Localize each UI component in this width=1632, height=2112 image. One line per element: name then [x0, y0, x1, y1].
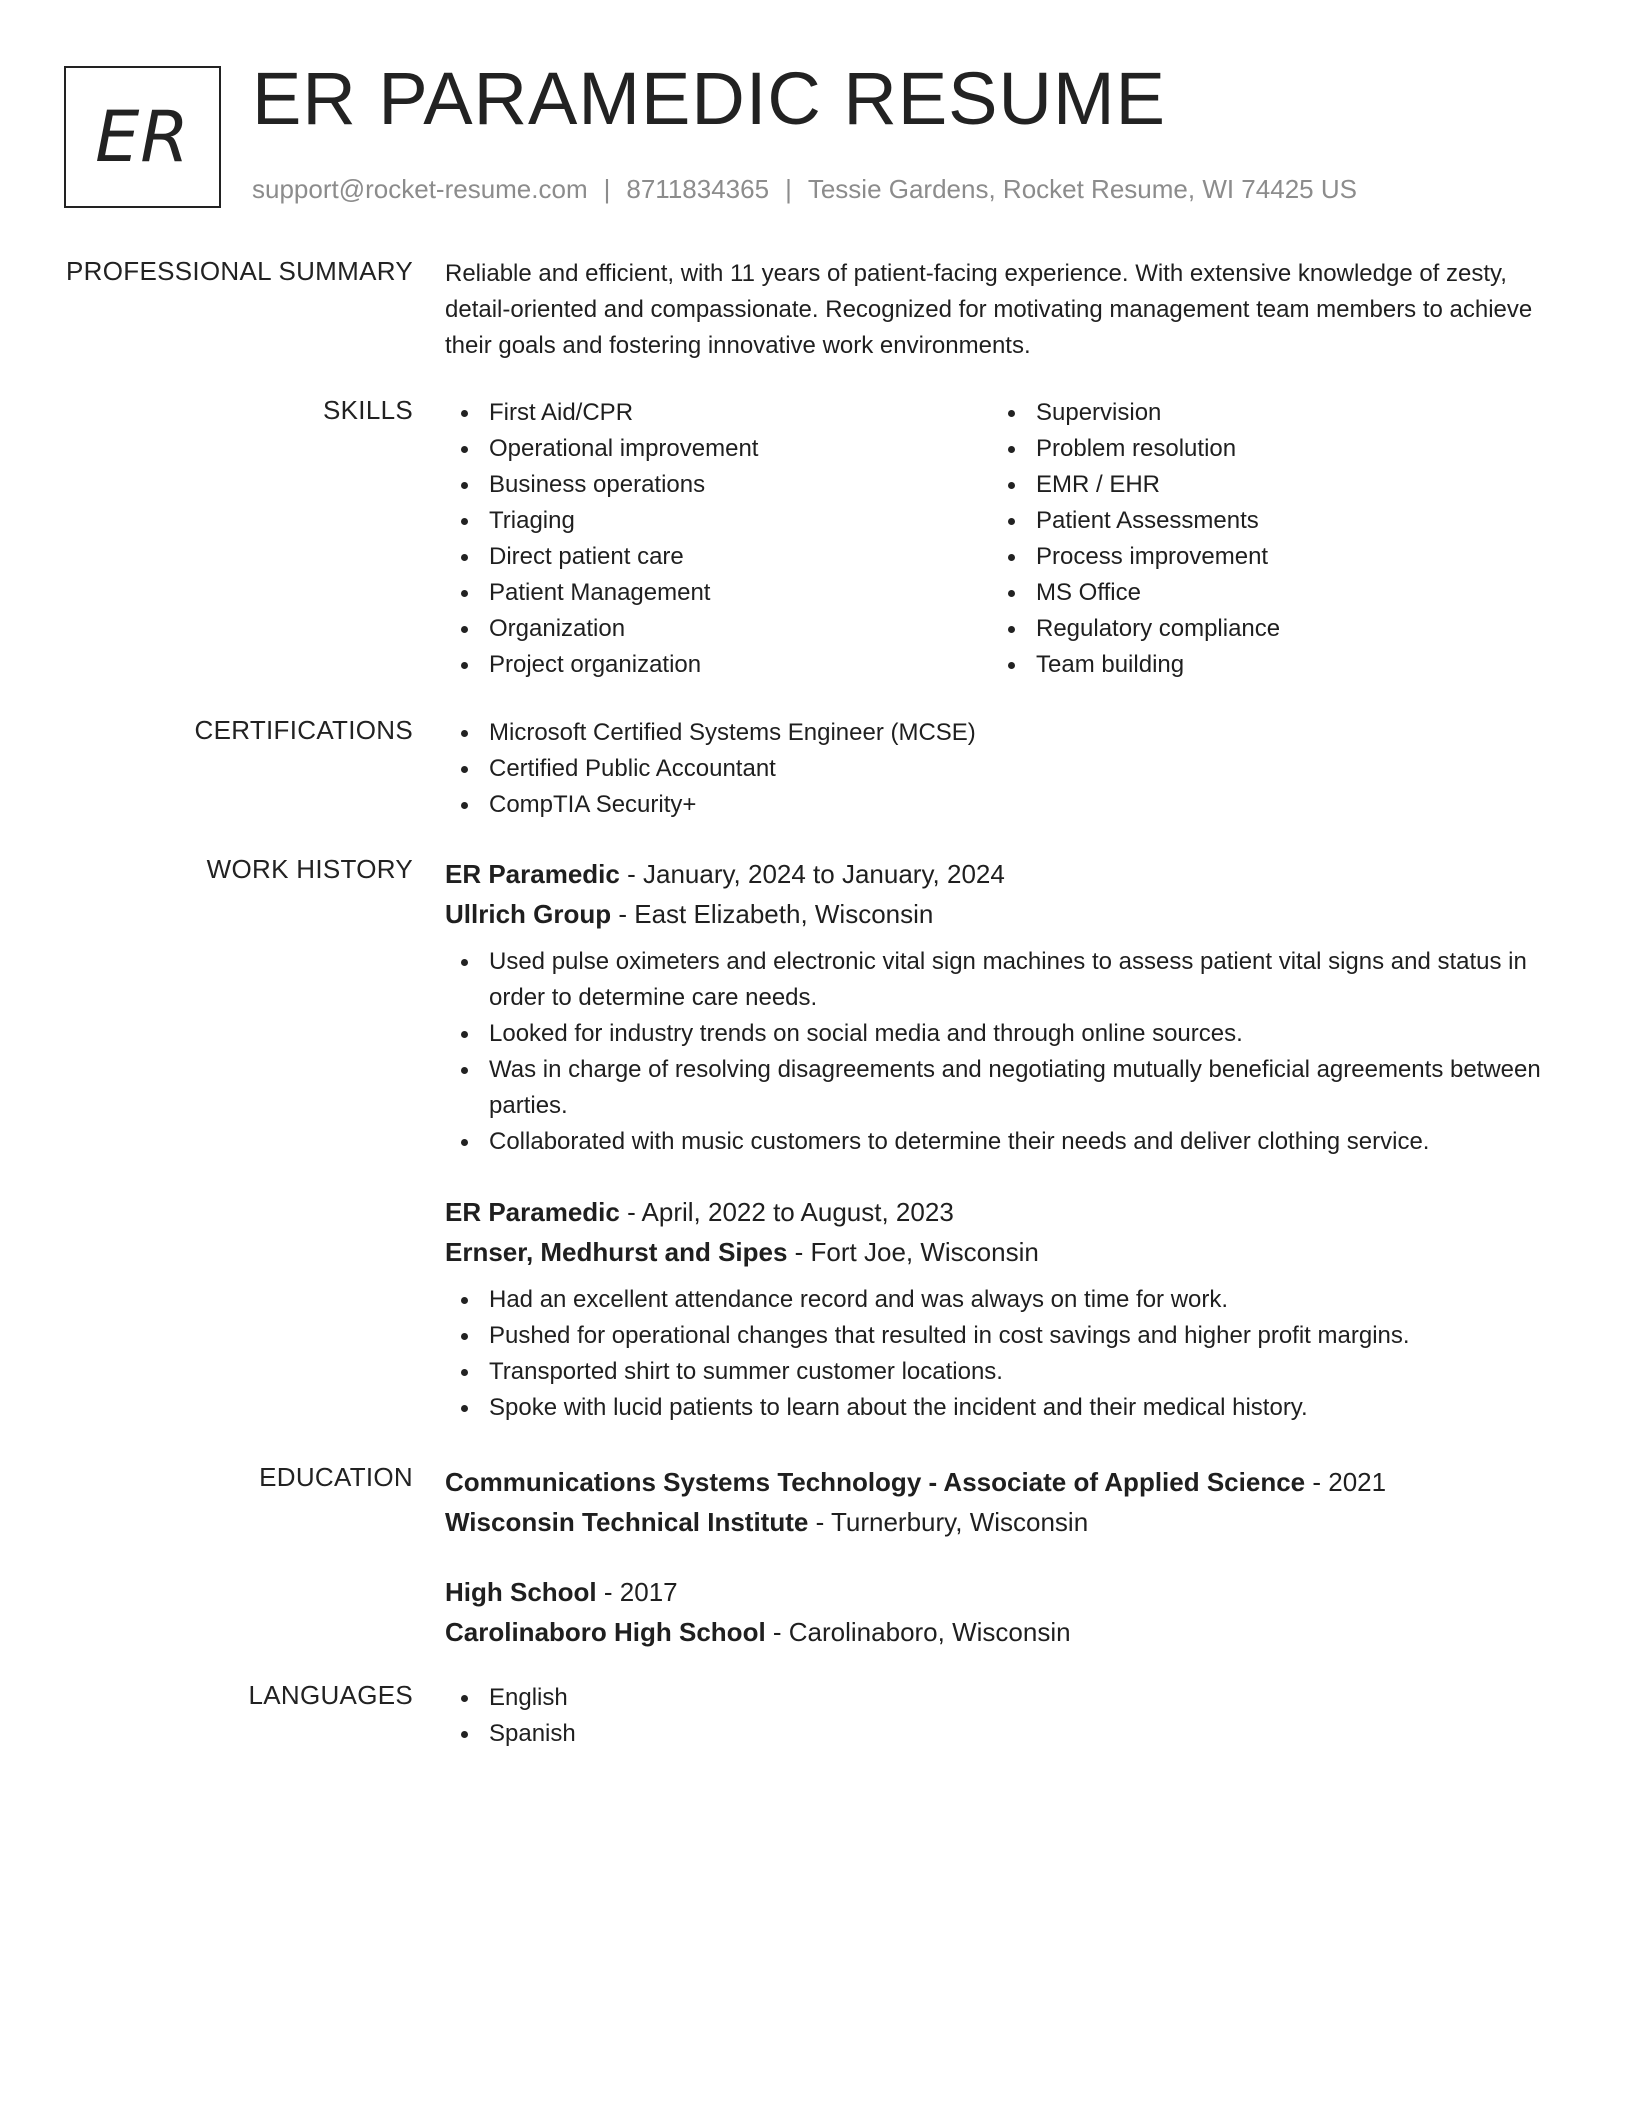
contact-phone: 8711834365	[626, 174, 770, 204]
skills-columns	[445, 395, 1565, 683]
job-bullet: Collaborated with music customers to determine their needs and deliver clothing service.	[445, 1124, 1565, 1160]
job-title: ER Paramedic	[445, 859, 620, 889]
degree-line	[445, 1572, 1565, 1612]
skill-item: Problem resolution	[992, 431, 1539, 467]
job-dates: - January, 2024 to January, 2024	[619, 859, 1005, 889]
job-title-line	[445, 854, 1565, 894]
education-entry	[445, 1572, 1565, 1652]
job-company-line	[445, 1232, 1565, 1272]
language-item: Spanish	[445, 1716, 1565, 1752]
summary-text: Reliable and efficient, with 11 years of patient-facing experience. With extensive knowledge of zesty, detail-oriented and compassionate. Recognized for motivating management team members to achieve their goals and fostering innovative work environments.	[445, 260, 1533, 359]
skill-item: Supervision	[992, 395, 1539, 431]
job-location: - East Elizabeth, Wisconsin	[611, 899, 934, 929]
job-bullets	[445, 1282, 1565, 1426]
job-bullet: Transported shirt to summer customer locations.	[445, 1354, 1565, 1390]
language-item: English	[445, 1680, 1565, 1716]
job-bullet: Looked for industry trends on social media and through online sources.	[445, 1016, 1565, 1052]
resume-title: ER PARAMEDIC RESUME	[252, 57, 1166, 140]
degree: High School	[445, 1577, 597, 1607]
job-title-line	[445, 1192, 1565, 1232]
job-bullets	[445, 944, 1565, 1160]
skill-item: Business operations	[445, 467, 992, 503]
section-label: SKILLS	[323, 395, 413, 425]
skill-item: EMR / EHR	[992, 467, 1539, 503]
monogram-text: ER	[95, 96, 190, 178]
skill-item: First Aid/CPR	[445, 395, 992, 431]
section-label: EDUCATION	[259, 1462, 413, 1492]
education-entry	[445, 1462, 1565, 1542]
school-line	[445, 1612, 1565, 1652]
job-bullet: Had an excellent attendance record and was always on time for work.	[445, 1282, 1565, 1318]
skill-item: Project organization	[445, 647, 992, 683]
skill-item: Team building	[992, 647, 1539, 683]
certification-item: Certified Public Accountant	[445, 751, 1565, 787]
job-company: Ullrich Group	[445, 899, 612, 929]
skill-item: Process improvement	[992, 539, 1539, 575]
section-label: WORK HISTORY	[206, 854, 413, 884]
skill-item: Triaging	[445, 503, 992, 539]
skill-item: Patient Management	[445, 575, 992, 611]
education-body	[445, 1462, 1565, 1652]
work-history-body	[445, 854, 1565, 1426]
job-title: ER Paramedic	[445, 1197, 620, 1227]
contact-address: Tessie Gardens, Rocket Resume, WI 74425 US	[807, 174, 1357, 204]
graduation-year: - 2017	[596, 1577, 678, 1607]
monogram-logo	[64, 66, 221, 208]
contact-line	[252, 174, 1357, 205]
skill-item: Direct patient care	[445, 539, 992, 575]
job-bullet: Spoke with lucid patients to learn about the incident and their medical history.	[445, 1390, 1565, 1426]
job-entry	[445, 854, 1565, 1160]
languages-list	[445, 1680, 1565, 1752]
skill-item: MS Office	[992, 575, 1539, 611]
section-label: PROFESSIONAL SUMMARY	[66, 256, 413, 286]
job-location: - Fort Joe, Wisconsin	[787, 1237, 1039, 1267]
job-entry	[445, 1192, 1565, 1426]
section-label: LANGUAGES	[248, 1680, 413, 1710]
degree: Communications Systems Technology - Associate of Applied Science	[445, 1467, 1306, 1497]
skill-item: Regulatory compliance	[992, 611, 1539, 647]
job-dates: - April, 2022 to August, 2023	[619, 1197, 954, 1227]
job-bullet: Was in charge of resolving disagreements and negotiating mutually beneficial agreements between parties.	[445, 1052, 1565, 1124]
degree-line	[445, 1462, 1565, 1502]
school-location: - Carolinaboro, Wisconsin	[765, 1617, 1071, 1647]
skills-list-right	[992, 395, 1539, 683]
school-name: Carolinaboro High School	[445, 1617, 766, 1647]
skill-item: Patient Assessments	[992, 503, 1539, 539]
contact-separator: |	[603, 174, 611, 204]
job-company: Ernser, Medhurst and Sipes	[445, 1237, 788, 1267]
skill-item: Organization	[445, 611, 992, 647]
section-label: CERTIFICATIONS	[194, 715, 413, 745]
certification-item: Microsoft Certified Systems Engineer (MCSE)	[445, 715, 1565, 751]
graduation-year: - 2021	[1305, 1467, 1387, 1497]
certification-item: CompTIA Security+	[445, 787, 1565, 823]
school-line	[445, 1502, 1565, 1542]
contact-separator: |	[785, 174, 792, 204]
job-bullet: Used pulse oximeters and electronic vital sign machines to assess patient vital signs and status in order to determine care needs.	[445, 944, 1565, 1016]
school-name: Wisconsin Technical Institute	[445, 1507, 809, 1537]
school-location: - Turnerbury, Wisconsin	[808, 1507, 1089, 1537]
skill-item: Operational improvement	[445, 431, 992, 467]
contact-email: support@rocket-resume.com	[252, 174, 588, 204]
certifications-body	[445, 715, 1565, 823]
certifications-list	[445, 715, 1565, 823]
job-company-line	[445, 894, 1565, 934]
languages-body	[445, 1680, 1565, 1752]
skills-list-left	[445, 395, 992, 683]
job-bullet: Pushed for operational changes that resulted in cost savings and higher profit margins.	[445, 1318, 1565, 1354]
